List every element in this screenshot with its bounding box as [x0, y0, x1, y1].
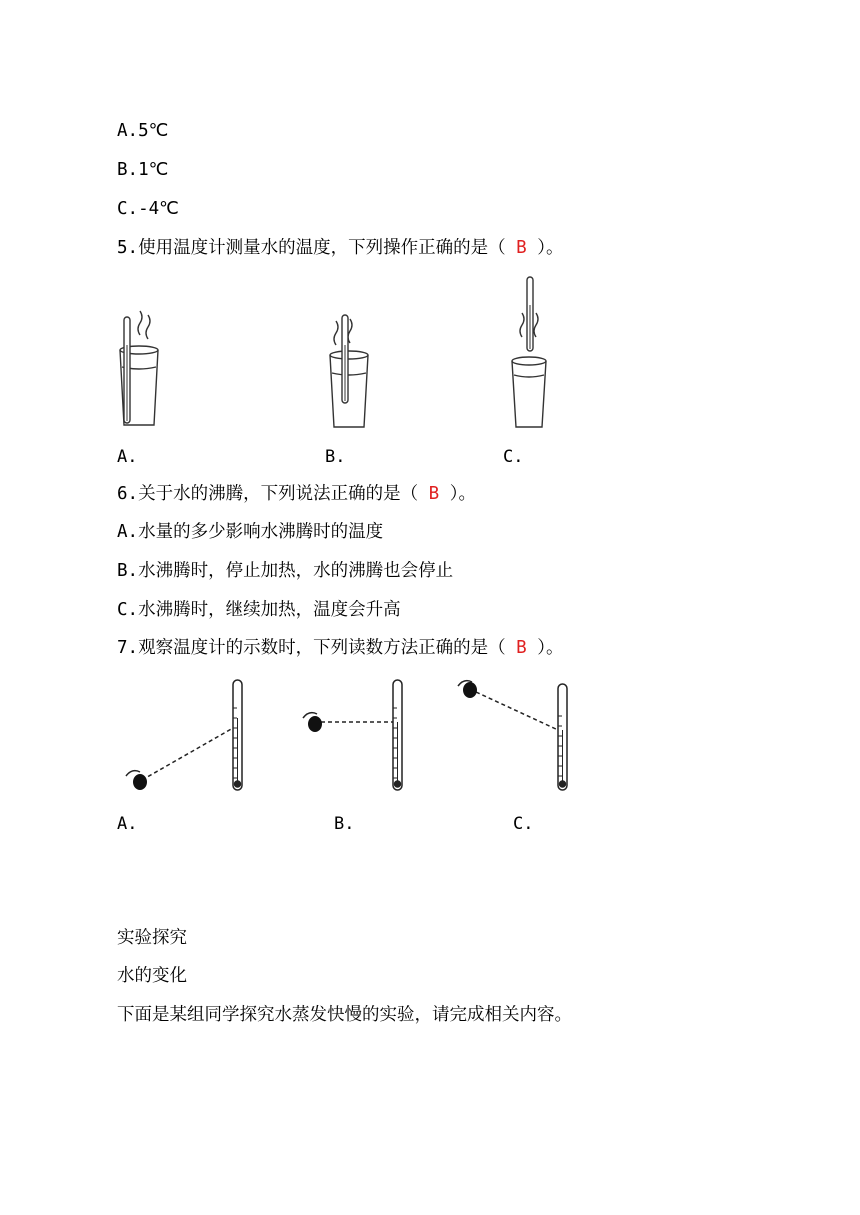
q5-figure-b [320, 305, 380, 435]
q7-label-a: A. [117, 814, 138, 834]
q7-figure-a [118, 678, 258, 798]
section-heading: 实验探究 [117, 928, 187, 948]
q5-figure-a [110, 305, 170, 435]
q5-figure-c [500, 275, 560, 435]
q7-figure-c [452, 676, 582, 796]
q6-option-c: C.水沸腾时，继续加热，温度会升高 [117, 600, 401, 620]
q5-label-c: C. [503, 447, 524, 467]
section-intro: 下面是某组同学探究水蒸发快慢的实验，请完成相关内容。 [117, 1005, 572, 1025]
q7-stem-text: 7.观察温度计的示数时，下列读数方法正确的是（ [117, 638, 517, 658]
q6-stem-text: 6.关于水的沸腾，下列说法正确的是（ [117, 484, 429, 504]
q5-stem [117, 236, 563, 260]
q6-option-b: B.水沸腾时，停止加热，水的沸腾也会停止 [117, 561, 454, 581]
q4-option-a: A.5℃ [117, 121, 169, 141]
q7-stem-end: ）。 [526, 638, 564, 658]
q6-answer: B [428, 484, 440, 504]
q7-label-c: C. [513, 814, 534, 834]
q5-stem-end: ）。 [526, 238, 564, 258]
section-subheading: 水的变化 [117, 966, 187, 986]
q5-label-a: A. [117, 447, 138, 467]
q5-stem-text: 5.使用温度计测量水的温度，下列操作正确的是（ [117, 238, 517, 258]
q6-stem-end: ）。 [439, 484, 476, 504]
q6-option-a: A.水量的多少影响水沸腾时的温度 [117, 522, 384, 542]
q7-figure-b [295, 678, 415, 798]
q5-label-b: B. [325, 447, 346, 467]
q5-answer: B [516, 238, 527, 258]
q6-stem [117, 482, 476, 506]
q7-label-b: B. [334, 814, 355, 834]
q7-stem [117, 636, 563, 660]
q4-option-b: B.1℃ [117, 160, 169, 180]
q7-answer: B [516, 638, 527, 658]
q4-option-c: C.-4℃ [117, 199, 179, 219]
